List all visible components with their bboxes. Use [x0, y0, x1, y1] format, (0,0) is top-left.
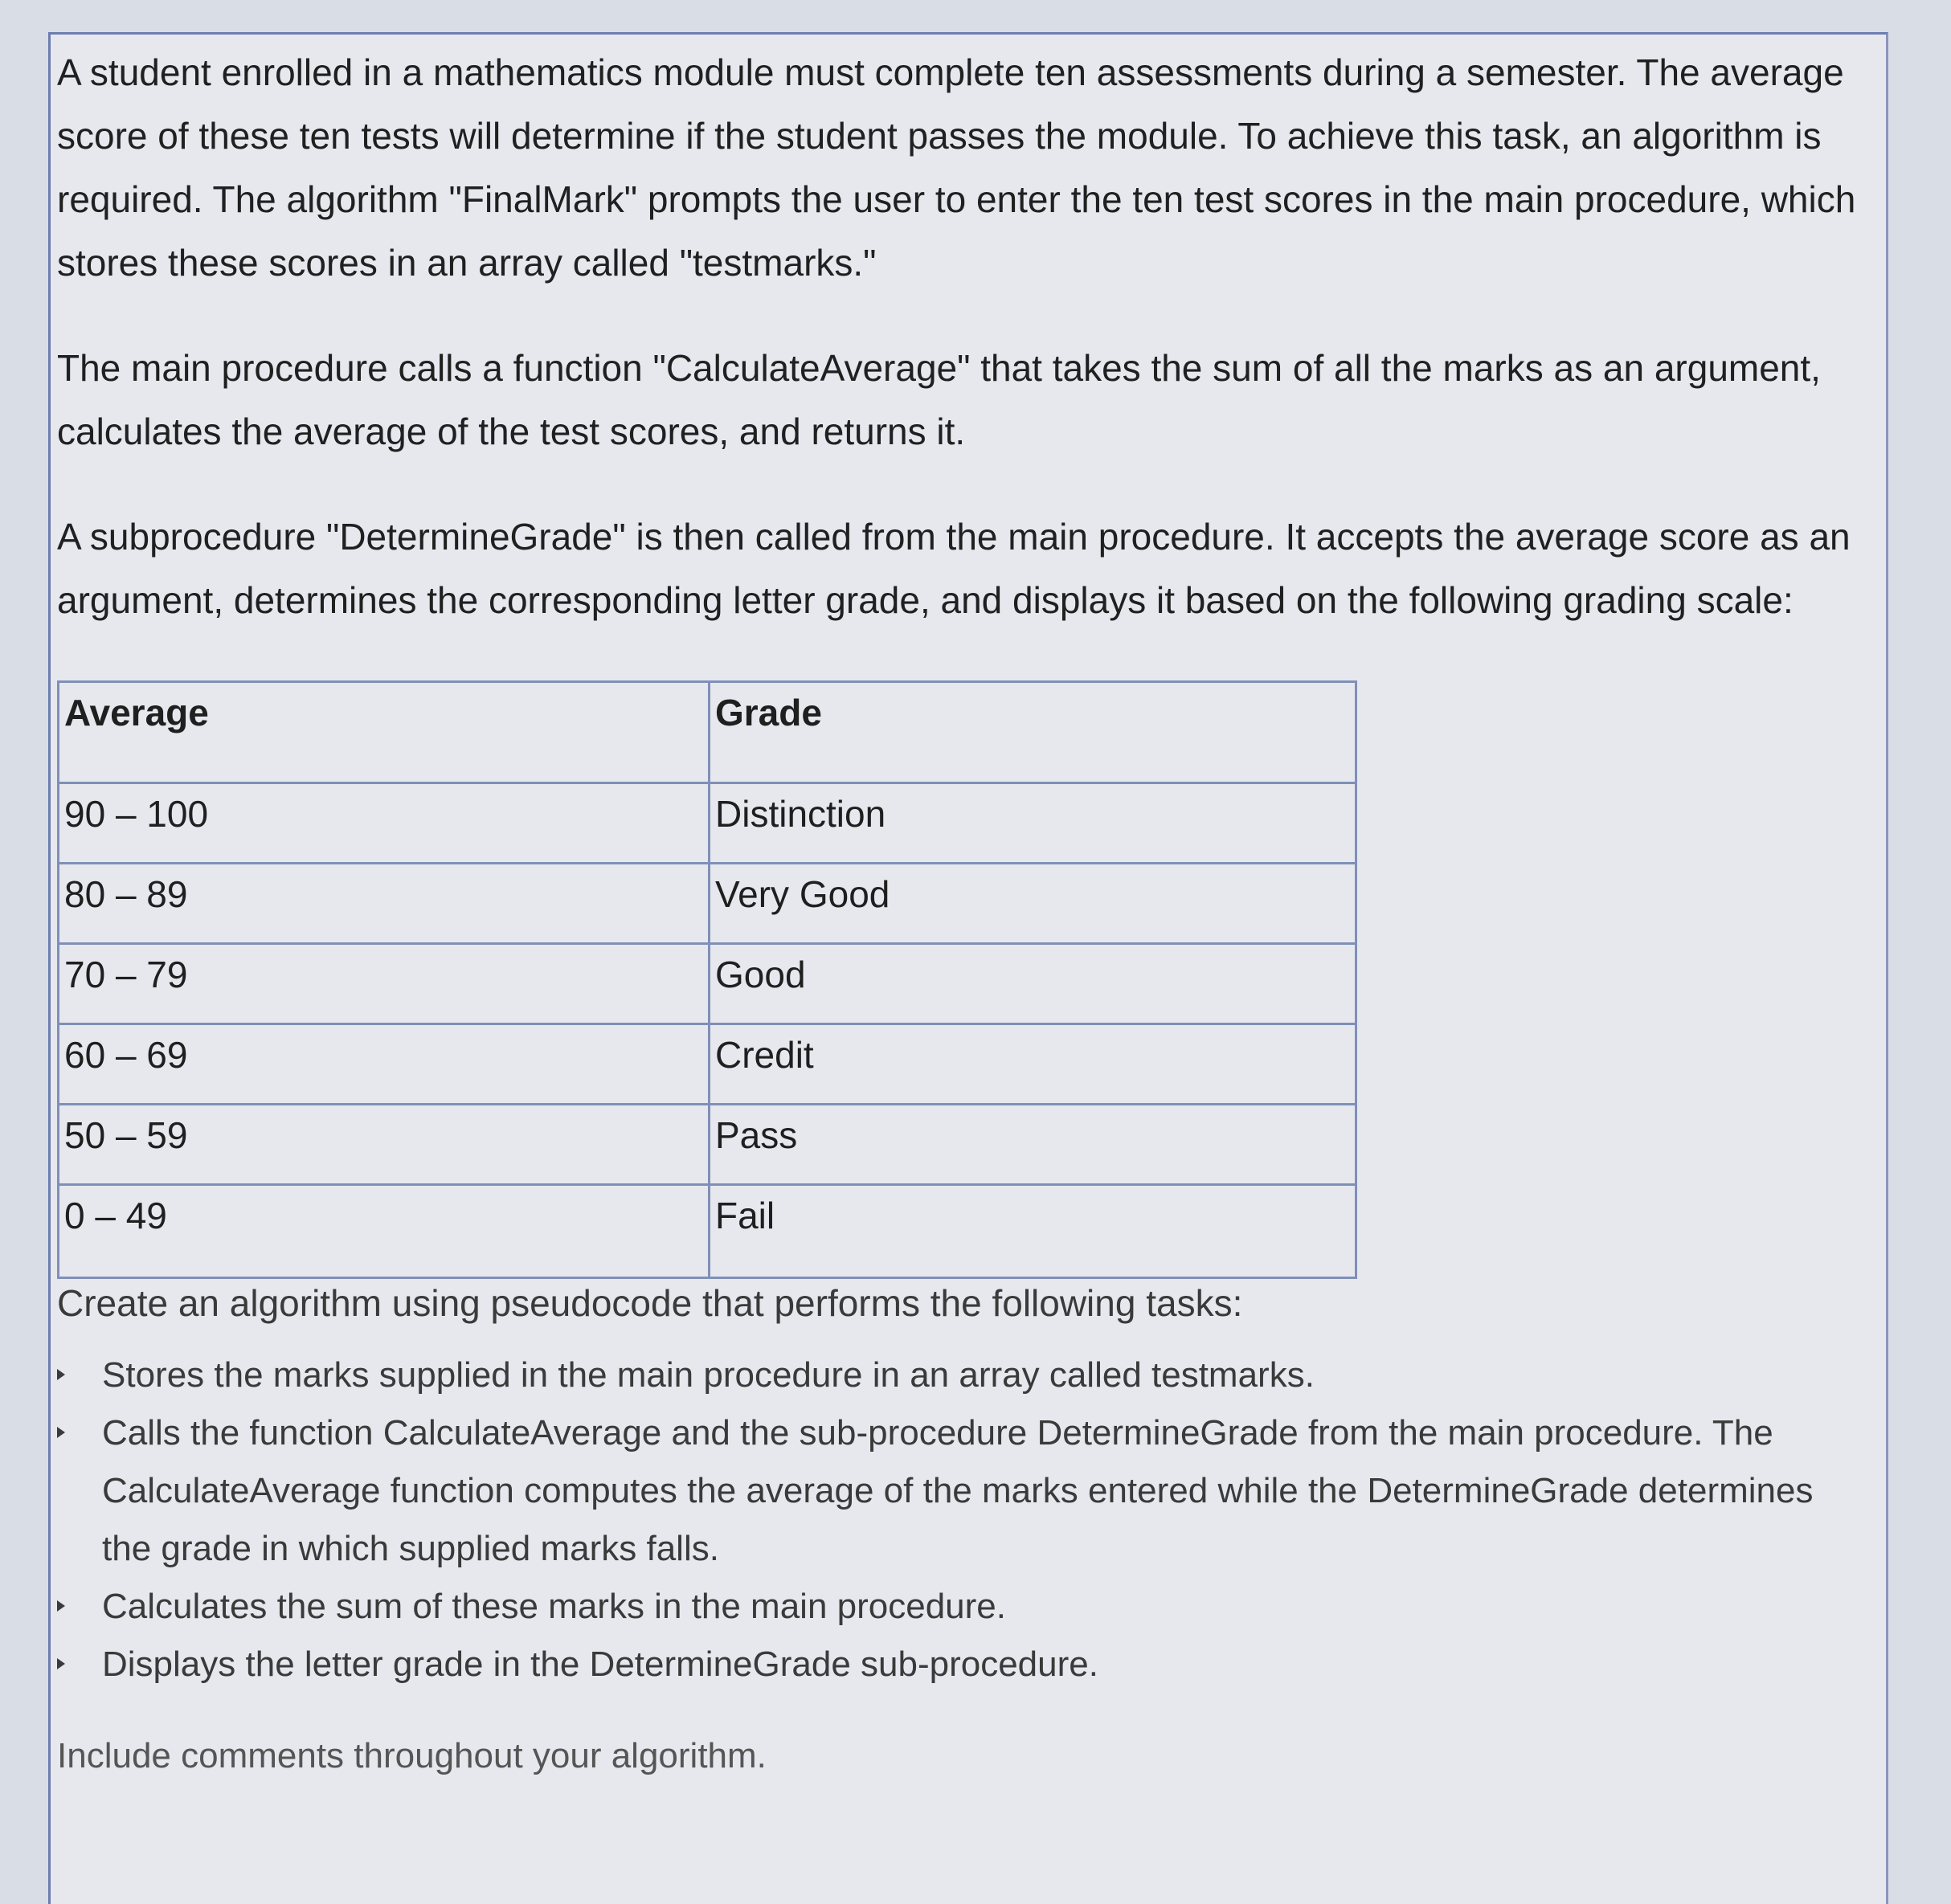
grade-cell: Good	[710, 944, 1356, 1024]
list-item	[57, 1636, 1857, 1694]
list-item	[57, 1578, 1857, 1636]
average-cell: 0 – 49	[59, 1185, 710, 1278]
bullet-icon	[57, 1658, 65, 1669]
grade-cell: Credit	[710, 1024, 1356, 1105]
grade-cell: Fail	[710, 1185, 1356, 1278]
average-cell: 60 – 69	[59, 1024, 710, 1105]
average-cell: 90 – 100	[59, 783, 710, 864]
grade-cell: Very Good	[710, 864, 1356, 944]
table-row	[59, 864, 1356, 944]
table-row	[59, 1105, 1356, 1185]
table-row	[59, 783, 1356, 864]
grade-cell: Pass	[710, 1105, 1356, 1185]
header-grade: Grade	[710, 682, 1356, 783]
task-text: Displays the letter grade in the DetermineGrade sub-procedure.	[102, 1645, 1098, 1684]
table-row	[59, 1185, 1356, 1278]
list-item	[57, 1346, 1857, 1404]
average-cell: 70 – 79	[59, 944, 710, 1024]
header-average: Average	[59, 682, 710, 783]
bullet-icon	[57, 1600, 65, 1612]
bullet-icon	[57, 1369, 65, 1380]
document-page	[48, 32, 1888, 1904]
table-row	[59, 1024, 1356, 1105]
average-cell: 50 – 59	[59, 1105, 710, 1185]
average-cell: 80 – 89	[59, 864, 710, 944]
bullet-icon	[57, 1427, 65, 1438]
table-row	[59, 944, 1356, 1024]
task-list	[57, 1346, 1857, 1694]
grading-scale-table	[57, 680, 1357, 1279]
intro-paragraph-2: The main procedure calls a function "CalculateAverage" that takes the sum of all the marks as an argument, calculates the average of the test scores, and returns it.	[57, 347, 1821, 452]
task-text: Stores the marks supplied in the main procedure in an array called testmarks.	[102, 1355, 1315, 1395]
intro-paragraph-1: A student enrolled in a mathematics module must complete ten assessments during a semester. The average score of these ten tests will determine if the student passes the module. To achieve this task, an algorithm is required. The algorithm "FinalMark" prompts the user to enter the ten test scores in the main procedure, which stores these scores in an array called "testmarks."	[57, 51, 1856, 284]
table-header-row	[59, 682, 1356, 783]
question-content	[57, 41, 1857, 1780]
intro-paragraph-3: A subprocedure "DetermineGrade" is then called from the main procedure. It accepts the average score as an argument, determines the corresponding letter grade, and displays it based on the following grading scale:	[57, 516, 1851, 621]
task-text: Calls the function CalculateAverage and the sub-procedure DetermineGrade from the main procedure. The CalculateAverage function computes the average of the marks entered while the DetermineGrade determines the grade in which supplied marks falls.	[102, 1413, 1814, 1568]
grade-cell: Distinction	[710, 783, 1356, 864]
tasks-intro: Create an algorithm using pseudocode that performs the following tasks:	[57, 1282, 1243, 1324]
closing-note: Include comments throughout your algorithm.	[57, 1736, 767, 1775]
list-item	[57, 1404, 1857, 1578]
task-text: Calculates the sum of these marks in the main procedure.	[102, 1587, 1006, 1626]
